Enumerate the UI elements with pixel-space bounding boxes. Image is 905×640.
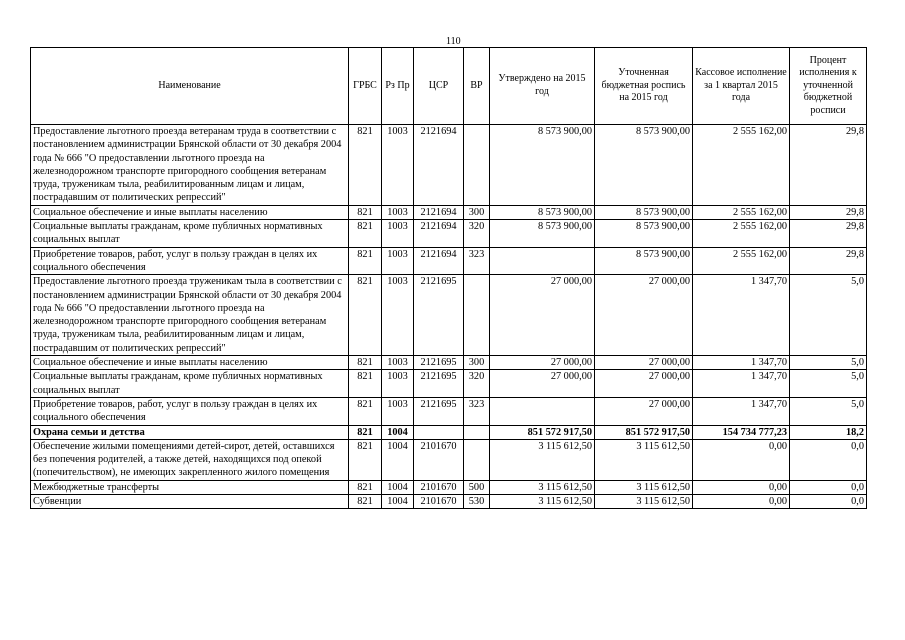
cell-approved: 3 115 612,50 xyxy=(490,480,595,494)
cell-grbs: 821 xyxy=(349,495,382,509)
cell-name: Межбюджетные трансферты xyxy=(31,480,349,494)
table-row xyxy=(31,439,867,480)
cell-rzpr: 1004 xyxy=(382,480,414,494)
table-row xyxy=(31,275,867,356)
cell-cash: 2 555 162,00 xyxy=(693,220,790,248)
cell-approved: 3 115 612,50 xyxy=(490,495,595,509)
cell-percent: 5,0 xyxy=(790,397,867,425)
cell-name: Субвенции xyxy=(31,495,349,509)
cell-cash: 2 555 162,00 xyxy=(693,125,790,206)
cell-name: Социальное обеспечение и иные выплаты населению xyxy=(31,205,349,219)
cell-rzpr: 1004 xyxy=(382,495,414,509)
cell-refined: 27 000,00 xyxy=(595,356,693,370)
cell-name: Предоставление льготного проезда труженикам тыла в соответствии с постановлением администрации Брянской области от 30 декабря 2004 года № 666 "О предоставлении льготного проезда на железнодорожном транспорте пригородного сообщения ветеранам труда, труженикам тыла, реабилитированным лицам и лицам, пострадавшим от политических репрессий" xyxy=(31,275,349,356)
table-row xyxy=(31,220,867,248)
cell-vr xyxy=(464,425,490,439)
cell-refined: 3 115 612,50 xyxy=(595,495,693,509)
cell-grbs: 821 xyxy=(349,480,382,494)
table-row xyxy=(31,495,867,509)
cell-approved: 851 572 917,50 xyxy=(490,425,595,439)
cell-rzpr: 1003 xyxy=(382,205,414,219)
cell-percent: 0,0 xyxy=(790,495,867,509)
cell-grbs: 821 xyxy=(349,125,382,206)
cell-vr xyxy=(464,275,490,356)
cell-refined: 8 573 900,00 xyxy=(595,220,693,248)
cell-name: Охрана семьи и детства xyxy=(31,425,349,439)
cell-rzpr: 1003 xyxy=(382,247,414,275)
table-row xyxy=(31,480,867,494)
section-row xyxy=(31,425,867,439)
table-row xyxy=(31,247,867,275)
cell-csr: 2121695 xyxy=(414,370,464,398)
cell-percent: 5,0 xyxy=(790,356,867,370)
cell-cash: 0,00 xyxy=(693,439,790,480)
cell-rzpr: 1003 xyxy=(382,397,414,425)
cell-percent: 5,0 xyxy=(790,370,867,398)
cell-cash: 2 555 162,00 xyxy=(693,247,790,275)
cell-name: Социальное обеспечение и иные выплаты населению xyxy=(31,356,349,370)
page-number: 110 xyxy=(446,36,461,47)
cell-refined: 8 573 900,00 xyxy=(595,247,693,275)
cell-csr: 2121695 xyxy=(414,397,464,425)
cell-cash: 2 555 162,00 xyxy=(693,205,790,219)
table-row xyxy=(31,370,867,398)
cell-cash: 154 734 777,23 xyxy=(693,425,790,439)
cell-vr xyxy=(464,439,490,480)
cell-rzpr: 1004 xyxy=(382,425,414,439)
cell-cash: 1 347,70 xyxy=(693,397,790,425)
cell-refined: 8 573 900,00 xyxy=(595,125,693,206)
cell-rzpr: 1003 xyxy=(382,275,414,356)
cell-grbs: 821 xyxy=(349,220,382,248)
cell-vr: 300 xyxy=(464,205,490,219)
cell-percent: 0,0 xyxy=(790,439,867,480)
cell-cash: 0,00 xyxy=(693,495,790,509)
header-name: Наименование xyxy=(31,48,349,125)
cell-approved: 8 573 900,00 xyxy=(490,205,595,219)
cell-csr: 2101670 xyxy=(414,439,464,480)
cell-rzpr: 1003 xyxy=(382,125,414,206)
cell-csr xyxy=(414,425,464,439)
cell-approved: 8 573 900,00 xyxy=(490,125,595,206)
cell-csr: 2121694 xyxy=(414,220,464,248)
cell-approved: 8 573 900,00 xyxy=(490,220,595,248)
cell-refined: 3 115 612,50 xyxy=(595,439,693,480)
header-row xyxy=(31,48,867,125)
header-refined: Уточненная бюджетная роспись на 2015 год xyxy=(595,48,693,125)
cell-grbs: 821 xyxy=(349,439,382,480)
cell-cash: 0,00 xyxy=(693,480,790,494)
cell-refined: 3 115 612,50 xyxy=(595,480,693,494)
table-row xyxy=(31,397,867,425)
cell-grbs: 821 xyxy=(349,275,382,356)
header-rzpr: Рз Пр xyxy=(382,48,414,125)
cell-csr: 2121694 xyxy=(414,205,464,219)
cell-percent: 0,0 xyxy=(790,480,867,494)
cell-percent: 29,8 xyxy=(790,247,867,275)
cell-rzpr: 1003 xyxy=(382,370,414,398)
table-row xyxy=(31,125,867,206)
cell-csr: 2101670 xyxy=(414,495,464,509)
cell-percent: 29,8 xyxy=(790,125,867,206)
cell-csr: 2121694 xyxy=(414,247,464,275)
cell-vr: 530 xyxy=(464,495,490,509)
cell-vr: 323 xyxy=(464,397,490,425)
cell-vr: 320 xyxy=(464,220,490,248)
cell-refined: 851 572 917,50 xyxy=(595,425,693,439)
cell-rzpr: 1003 xyxy=(382,220,414,248)
cell-approved: 3 115 612,50 xyxy=(490,439,595,480)
cell-approved: 27 000,00 xyxy=(490,356,595,370)
cell-refined: 8 573 900,00 xyxy=(595,205,693,219)
cell-csr: 2121694 xyxy=(414,125,464,206)
cell-grbs: 821 xyxy=(349,356,382,370)
cell-approved: 27 000,00 xyxy=(490,275,595,356)
cell-refined: 27 000,00 xyxy=(595,370,693,398)
cell-grbs: 821 xyxy=(349,370,382,398)
cell-rzpr: 1004 xyxy=(382,439,414,480)
cell-name: Предоставление льготного проезда ветеранам труда в соответствии с постановлением администрации Брянской области от 30 декабря 2004 года № 666 "О предоставлении льготного проезда на железнодорожном транспорте пригородного сообщения ветеранам труда, труженикам тыла, реабилитированным лицам и лицам, пострадавшим от политических репрессий" xyxy=(31,125,349,206)
header-grbs: ГРБС xyxy=(349,48,382,125)
cell-percent: 29,8 xyxy=(790,220,867,248)
cell-percent: 18,2 xyxy=(790,425,867,439)
cell-vr xyxy=(464,125,490,206)
cell-csr: 2121695 xyxy=(414,356,464,370)
cell-vr: 323 xyxy=(464,247,490,275)
cell-vr: 300 xyxy=(464,356,490,370)
header-cash: Кассовое исполнение за 1 квартал 2015 года xyxy=(693,48,790,125)
cell-percent: 29,8 xyxy=(790,205,867,219)
cell-grbs: 821 xyxy=(349,425,382,439)
cell-cash: 1 347,70 xyxy=(693,275,790,356)
cell-refined: 27 000,00 xyxy=(595,397,693,425)
cell-approved xyxy=(490,247,595,275)
cell-vr: 500 xyxy=(464,480,490,494)
header-percent: Процент исполнения к уточненной бюджетной росписи xyxy=(790,48,867,125)
cell-vr: 320 xyxy=(464,370,490,398)
header-approved: Утверждено на 2015 год xyxy=(490,48,595,125)
cell-approved xyxy=(490,397,595,425)
table-row xyxy=(31,356,867,370)
table-row xyxy=(31,205,867,219)
budget-table xyxy=(30,47,867,509)
cell-csr: 2121695 xyxy=(414,275,464,356)
cell-grbs: 821 xyxy=(349,247,382,275)
cell-name: Приобретение товаров, работ, услуг в пользу граждан в целях их социального обеспечения xyxy=(31,247,349,275)
cell-refined: 27 000,00 xyxy=(595,275,693,356)
cell-grbs: 821 xyxy=(349,397,382,425)
header-vr: ВР xyxy=(464,48,490,125)
cell-name: Социальные выплаты гражданам, кроме публичных нормативных социальных выплат xyxy=(31,220,349,248)
cell-approved: 27 000,00 xyxy=(490,370,595,398)
cell-name: Обеспечение жилыми помещениями детей-сирот, детей, оставшихся без попечения родителей, а также детей, находящихся под опекой (попечительством), не имеющих закрепленного жилого помещения xyxy=(31,439,349,480)
cell-csr: 2101670 xyxy=(414,480,464,494)
cell-cash: 1 347,70 xyxy=(693,356,790,370)
header-csr: ЦСР xyxy=(414,48,464,125)
cell-cash: 1 347,70 xyxy=(693,370,790,398)
cell-rzpr: 1003 xyxy=(382,356,414,370)
cell-percent: 5,0 xyxy=(790,275,867,356)
cell-name: Приобретение товаров, работ, услуг в пользу граждан в целях их социального обеспечения xyxy=(31,397,349,425)
cell-name: Социальные выплаты гражданам, кроме публичных нормативных социальных выплат xyxy=(31,370,349,398)
cell-grbs: 821 xyxy=(349,205,382,219)
